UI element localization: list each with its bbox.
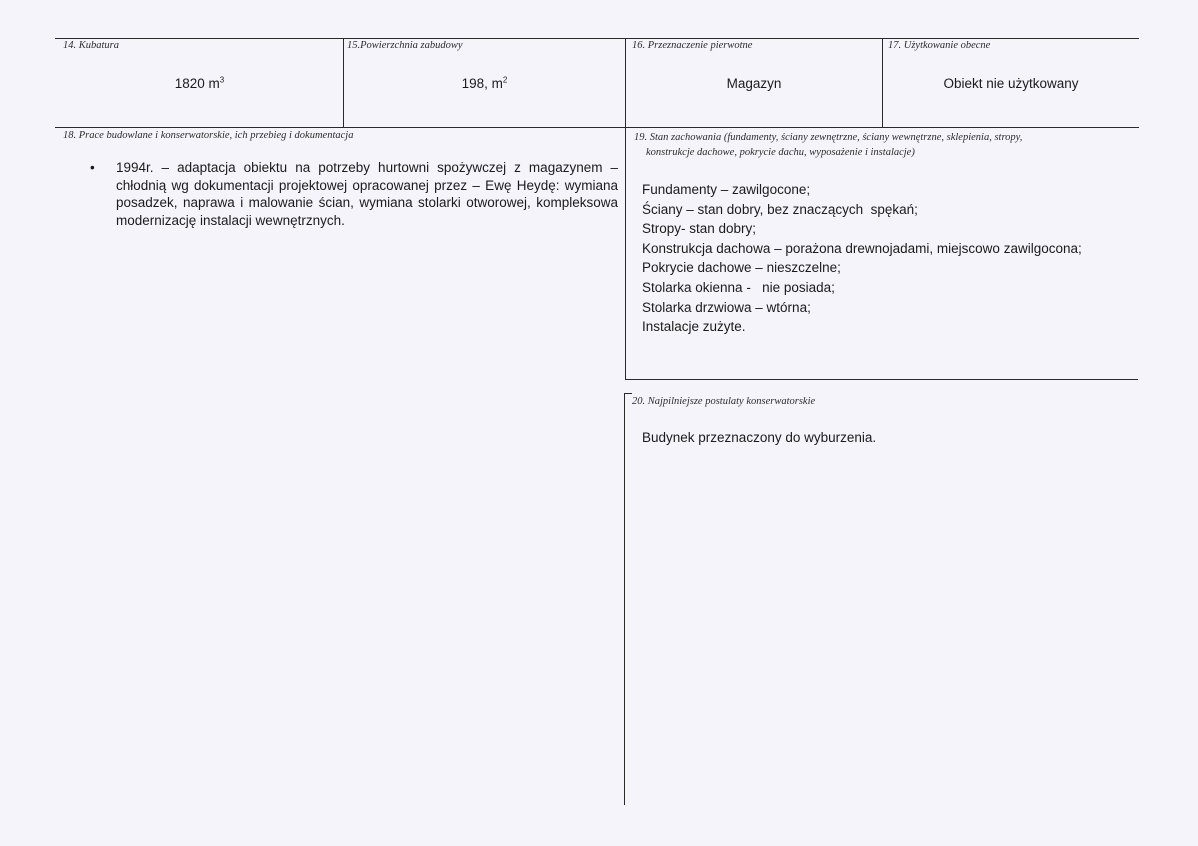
field-19-content <box>642 180 1132 337</box>
section19-bottom-border <box>625 379 1138 380</box>
condition-line: Konstrukcja dachowa – porażona drewnojadami, miejscowo zawilgocona; <box>642 240 1082 256</box>
area-value: 198, m <box>461 76 503 91</box>
field-16-value: Magazyn <box>726 76 782 91</box>
row1-bottom-border <box>55 127 1139 128</box>
field-20-label: 20. Najpilniejsze postulaty konserwatorskie <box>632 396 816 407</box>
kubatura-unit-exponent: 3 <box>219 75 225 85</box>
field-18-label: 18. Prace budowlane i konserwatorskie, ich przebieg i dokumentacja <box>63 130 354 141</box>
condition-line: Ściany – stan dobry, bez znaczących spękań; <box>642 201 918 217</box>
field-19-label-line2: konstrukcje dachowe, pokrycie dachu, wyposażenie i instalacje) <box>646 147 915 158</box>
field-15-label: 15.Powierzchnia zabudowy <box>347 40 463 51</box>
top-border <box>55 38 1139 39</box>
kubatura-value: 1820 m <box>174 76 220 91</box>
field-20-value: Budynek przeznaczony do wyburzenia. <box>642 430 877 445</box>
bullet-icon: • <box>90 160 95 175</box>
field-18-content <box>86 159 618 229</box>
condition-line: Stolarka okienna - nie posiada; <box>642 279 835 295</box>
field-19-label <box>634 130 1134 160</box>
divider-18-20 <box>624 393 625 805</box>
divider-18-19 <box>625 127 626 379</box>
condition-line: Pokrycie dachowe – nieszczelne; <box>642 260 841 276</box>
field-15-value <box>344 76 625 91</box>
works-item-text: 1994r. – adaptacja obiektu na potrzeby hurtowni spożywczej z magazynem – chłodnią wg dokumentacji projektowej opracowanej przez – Ewę Heydę: wymiana posadzek, naprawa i malowanie ścian, wymiana stolarki otworowej, kompleksowa modernizację instalacji wewnętrznych. <box>116 160 618 228</box>
condition-line: Fundamenty – zawilgocone; <box>642 182 811 197</box>
area-unit-exponent: 2 <box>502 75 508 85</box>
works-list-item <box>86 159 618 229</box>
section20-top-border <box>625 393 632 394</box>
field-17-value: Obiekt nie użytkowany <box>943 76 1079 91</box>
field-19-label-line1: 19. Stan zachowania (fundamenty, ściany zewnętrzne, ściany wewnętrzne, sklepienia, stropy, <box>634 132 1023 143</box>
condition-line: Stropy- stan dobry; <box>642 221 757 237</box>
condition-line: Stolarka drzwiowa – wtórna; <box>642 299 811 315</box>
works-list <box>86 159 618 229</box>
field-14-label: 14. Kubatura <box>63 40 120 51</box>
field-16-label: 16. Przeznaczenie pierwotne <box>632 40 753 51</box>
field-17-label: 17. Użytkowanie obecne <box>888 40 991 51</box>
field-14-value <box>56 76 343 91</box>
condition-line: Instalacje zużyte. <box>642 319 746 335</box>
